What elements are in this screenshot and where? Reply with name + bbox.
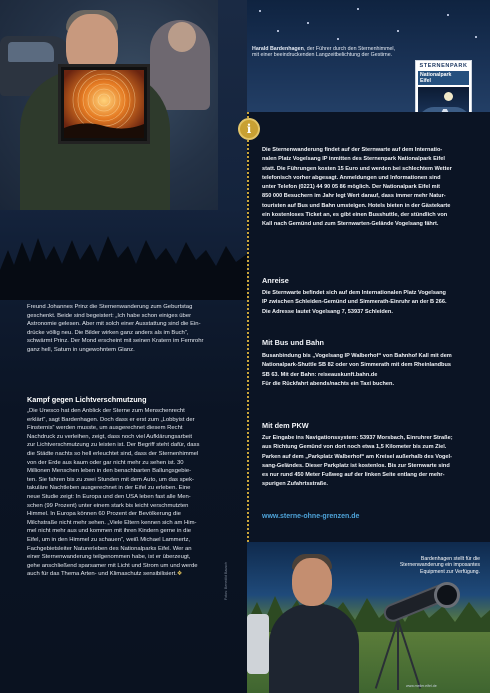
- body-line: Milchstraße nicht mehr sehen. „Viele Eltern kennen sich am Him-: [27, 519, 197, 526]
- intro-paragraph: [27, 303, 222, 355]
- car-window: [8, 42, 54, 62]
- intro-line: ganz hell, Saturn in ungewohntem Glanz.: [27, 346, 135, 353]
- pkw-line: es nur rund 450 Meter Fußweg auf der linken Seite entlang der mehr-: [262, 472, 445, 479]
- man2-head: [292, 558, 332, 606]
- body-line: auch für das Thema Arten- und Klimaschutz sensibilisiert.: [27, 571, 177, 578]
- caption-text: , der Führer durch den Sternenhimmel, mit einer beeindruckenden Langzeitbelichtung der Gestirne.: [252, 46, 396, 59]
- star: [259, 10, 261, 12]
- star: [277, 30, 279, 32]
- white-tent: [247, 614, 269, 674]
- logo-title: STERNENPARK: [419, 63, 468, 69]
- caption-name: Harald Bardenhagen: [252, 46, 304, 52]
- body-line: Nachdruck zu verleihen, zeigt, dass noch viel Aufklärungsarbeit: [27, 433, 193, 440]
- body-line: neue Studie zeigt: In Europa und den USA leben fast alle Men-: [27, 493, 191, 500]
- logo-line2: Nationalpark: [420, 72, 452, 78]
- bus-text: [262, 352, 480, 389]
- star: [397, 30, 399, 32]
- body-line: die Städte nachts so hell erleuchtet sind, dass der Sternenhimmel: [27, 450, 199, 457]
- info-line: statt. Die Führungen kosten 15 Euro und werden bei schlechtem Wetter: [262, 165, 452, 172]
- info-line: 850 000 Besuchern im Jahr legt Wert darauf, dass immer mehr Natur-: [262, 193, 446, 200]
- body-line-last: [27, 570, 222, 579]
- heading-bus: Mit Bus und Bahn: [262, 338, 325, 347]
- top-photo-caption: [252, 46, 402, 59]
- heading-lichtverschmutzung: Kampf gegen Lichtverschmutzung: [27, 395, 147, 404]
- moon-icon: [444, 92, 453, 101]
- photo-man-with-star-trail-print: [0, 0, 218, 210]
- star: [357, 8, 359, 10]
- end-mark-icon: ❖: [176, 571, 183, 578]
- pkw-text: [262, 434, 480, 490]
- heading-pkw: Mit dem PKW: [262, 421, 309, 430]
- body-line: von der Erde aus kaum oder gar nicht mehr zu sehen ist. 30: [27, 459, 184, 466]
- body-line: gehe anschließend sparsamer mit Licht und Strom um und werde: [27, 562, 198, 569]
- section2-paragraph: [27, 407, 222, 579]
- info-line: telefonisch vorher abgesagt. Anmeldungen und Informationen sind: [262, 174, 441, 181]
- pkw-line: aus Richtung Gemünd von dort noch etwa 1,5 Kilometer bis zum Ziel.: [262, 444, 447, 451]
- body-line: Finsternis“ werden musste, um ausgerechnet diesem Recht: [27, 425, 183, 432]
- info-icon: i: [238, 118, 260, 140]
- star: [447, 14, 449, 16]
- logo-line3: Eifel: [420, 78, 431, 84]
- star-trail-image: [64, 70, 144, 138]
- logo-subtitle: [418, 71, 469, 85]
- anreise-line: Die Sternwarte befindet sich auf dem Internationalen Platz Vogelsang: [262, 290, 446, 296]
- body-line: Himmel. In Europa können 60 Prozent der Bevölkerung die: [27, 511, 181, 518]
- anreise-line: Die Adresse lautet Vogelsang 7, 53937 Schleiden.: [262, 308, 393, 315]
- pkw-line: Zur Eingabe ins Navigationssystem: 53937 Morsbach, Einruhrer Straße;: [262, 435, 453, 441]
- info-line: Die Sternenwanderung findet auf der Sternwarte auf dem Internatio-: [262, 147, 443, 153]
- star: [307, 22, 309, 24]
- body-line: einer Sternenwanderung teilgenommen habe, ist er überzeugt,: [27, 554, 191, 561]
- tripod-leg: [397, 620, 399, 690]
- intro-line: drücke völlig neu. Die Bilder wirken ganz anders als im Buch“,: [27, 329, 189, 336]
- star: [475, 36, 477, 38]
- star: [337, 38, 339, 40]
- bus-line: Busanbindung bis „Vogelsang IP Walberhof“ von Bahnhof Kall mit dem: [262, 353, 452, 359]
- forest-silhouette: [0, 210, 247, 300]
- body-line: „Die Unesco hat den Anblick der Sterne zum Menschenrecht: [27, 408, 185, 414]
- pkw-line: spurigen Zufahrtsstraße.: [262, 481, 328, 488]
- body-line: Millionen Menschen leben in den benachbarten Ballungsgebie-: [27, 468, 192, 475]
- star-trail-picture: [58, 64, 150, 144]
- pkw-line: sang-Geländes. Dieser Parkplatz ist kostenlos. Bis zur Sternwarte sind: [262, 462, 450, 469]
- telescope-lens: [434, 582, 460, 608]
- intro-line: geschenkt. Beide sind begeistert: „Ich habe schon einiges über: [27, 312, 192, 319]
- pkw-line: Parken auf dem „Parkplatz Walberhof“ am Kreisel außerhalb des Vogel-: [262, 453, 452, 460]
- info-line: unter Telefon (0221) 44 90 05 86 möglich. Der Nationalpark Eifel mit: [262, 184, 441, 191]
- body-line: mel nicht mehr aus und kommen mit ihren Kindern gerne in die: [27, 528, 192, 535]
- bus-line: Für die Rückfahrt abends/nachts ein Taxi buchen.: [262, 380, 394, 387]
- bus-line: Nationalpark-Shuttle SB 82 oder von Simmerath mit dem Rheinlandbus: [262, 362, 451, 369]
- photo-credit-left: Fotos: Benedikt Bausch: [224, 562, 228, 600]
- info-line: ein kostenloses Ticket an, es gibt einen Busshuttle, der stündlich von: [262, 212, 448, 219]
- photo-credit-right: www.meiler.eifel.de: [406, 684, 437, 688]
- intro-line: Freund Johannes Prinz die Sternenwanderung zum Geburtstag: [27, 304, 193, 310]
- body-line: zur Lichtverschmutzung zu leisten ist. Der Begriff steht dafür, dass: [27, 442, 200, 449]
- intro-line: Astronomie gelesen. Aber mit solch einer Ausstattung sind die Ein-: [27, 321, 201, 328]
- body-line: Eifel, um in den Himmel zu schauen“, weiß Michael Lammertz,: [27, 536, 191, 543]
- anreise-line: IP zwischen Schleiden-Gemünd und Simmerath-Einruhr an der B 266.: [262, 299, 447, 306]
- info-line: Kall nach Gemünd und zum Sternwarten-Gelände Vogelsang fährt.: [262, 221, 439, 228]
- info-line: nalen Platz Vogelsang IP inmitten des Sternenpark Nationalpark Eifel: [262, 156, 445, 163]
- body-line: Fachgebietsleiter Naturerleben des Nationalparks Eifel. Wer an: [27, 545, 192, 552]
- website-link[interactable]: www.sterne-ohne-grenzen.de: [262, 513, 360, 520]
- anreise-text: [262, 289, 480, 317]
- bus-line: SB 63. Mit der Bahn: reiseauskunft.bahn.de: [262, 371, 378, 378]
- man2-body: [269, 604, 359, 693]
- body-line: erklärt“, sagt Bardenhagen. Doch dass er erst zum „Lobbyist der: [27, 416, 195, 423]
- background-person-head: [168, 22, 196, 52]
- info-line: touristen auf Bus und Bahn umsteigen. Hotels bieten in der Gästekarte: [262, 202, 451, 209]
- body-line: schen (99 Prozent) unter einem stark bis leicht verschmutzten: [27, 502, 189, 509]
- info-paragraph: [262, 146, 480, 230]
- intro-line: schwärmt Prinz. Der Mond erscheint mit seinen Kratern im Fernrohr: [27, 338, 204, 345]
- body-line: ten. Sie fahren bis zu zwei Stunden mit dem Auto, um das spek-: [27, 476, 194, 483]
- body-line: takuläre Nachtleben ausgerechnet in der Eifel zu erleben. Eine: [27, 485, 191, 492]
- heading-anreise: Anreise: [262, 276, 289, 285]
- bottom-photo-caption: Bardenhagen stellt für die Sternenwanderung ein imposantes Equipment zur Verfügung.: [399, 556, 480, 575]
